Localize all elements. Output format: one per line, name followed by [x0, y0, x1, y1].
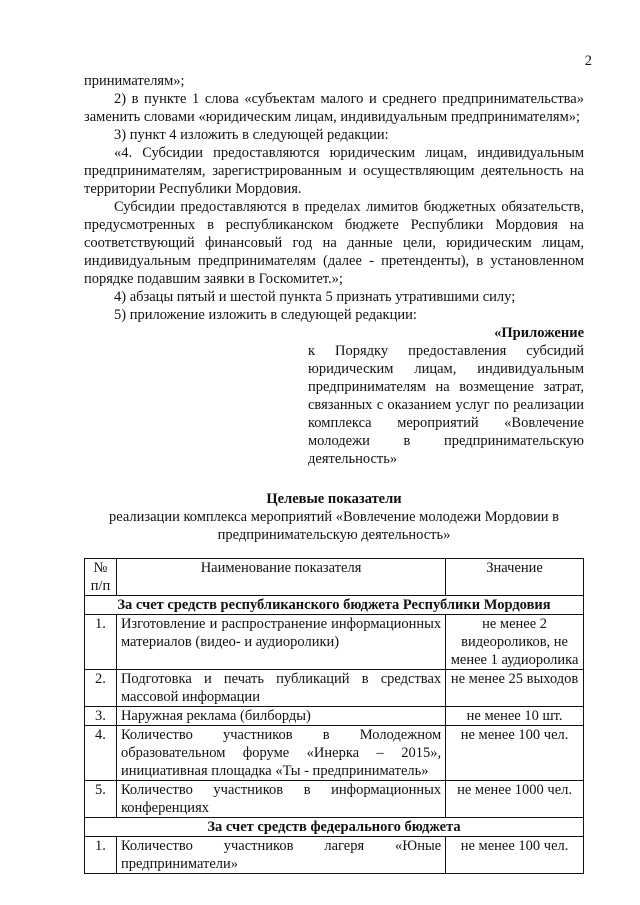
col-header-value: Значение [446, 559, 584, 596]
table-subheading: реализации комплекса мероприятий «Вовлечение молодежи Мордовии в предпринимательскую деятельность» [108, 509, 560, 543]
appendix-title: «Приложение [494, 325, 584, 341]
cell-num: 1. [85, 837, 117, 874]
paragraph: принимателям»; [84, 73, 185, 89]
table-row [85, 726, 584, 781]
table-section-row [85, 596, 584, 615]
cell-num: 5. [85, 781, 117, 818]
col-header-num: № п/п [85, 559, 117, 596]
appendix-text: к Порядку предоставления субсидий юридическим лицам, индивидуальным предпринимателям на возмещение затрат, связанных с оказанием услуг по реализации комплекса мероприятий «Вовлечение молодежи в предпринимательскую деятельность» [308, 343, 584, 467]
cell-name: Наружная реклама (билборды) [116, 707, 445, 726]
cell-value: не менее 100 чел. [446, 726, 584, 781]
appendix-block [308, 324, 584, 468]
table-row [85, 707, 584, 726]
table-row [85, 615, 584, 670]
table-row [85, 781, 584, 818]
paragraph: 2) в пункте 1 слова «субъектам малого и среднего предпринимательства» заменить словами «юридическим лицам, индивидуальным предпринимателям»; [84, 91, 584, 125]
indicators-table [84, 558, 584, 874]
cell-value: не менее 2 видеороликов, не менее 1 аудиоролика [446, 615, 584, 670]
paragraph: 3) пункт 4 изложить в следующей редакции: [114, 127, 389, 143]
cell-name: Количество участников лагеря «Юные предприниматели» [116, 837, 445, 874]
table-row [85, 837, 584, 874]
paragraphs [84, 72, 584, 324]
table-header-row [85, 559, 584, 596]
cell-value: не менее 1000 чел. [446, 781, 584, 818]
cell-num: 2. [85, 670, 117, 707]
table-heading: Целевые показатели [266, 491, 402, 507]
cell-value: не менее 100 чел. [446, 837, 584, 874]
page-number: 2 [584, 53, 592, 69]
cell-name: Количество участников в Молодежном образовательном форуме «Инерка – 2015», инициативная площадка «Ты - предприниматель» [116, 726, 445, 781]
paragraph: Субсидии предоставляются в пределах лимитов бюджетных обязательств, предусмотренных в республиканском бюджете Республики Мордовия на соответствующий финансовый год на данные цели, юридическим лицам, индивидуальным предпринимателям (далее - претенденты), в установленном порядке подавшим заявки в Госкомитет.»; [84, 199, 584, 287]
cell-num: 1. [85, 615, 117, 670]
section-title: За счет средств федерального бюджета [85, 818, 584, 837]
section-title: За счет средств республиканского бюджета Республики Мордовия [85, 596, 584, 615]
col-header-name: Наименование показателя [116, 559, 445, 596]
table-row [85, 670, 584, 707]
paragraph: «4. Субсидии предоставляются юридическим лицам, индивидуальным предпринимателям, зарегистрированным и осуществляющим деятельность на территории Республики Мордовия. [84, 145, 584, 197]
table-section-row [85, 818, 584, 837]
cell-value: не менее 25 выходов [446, 670, 584, 707]
cell-name: Изготовление и распространение информационных материалов (видео- и аудиоролики) [116, 615, 445, 670]
cell-name: Количество участников в информационных конференциях [116, 781, 445, 818]
cell-name: Подготовка и печать публикаций в средствах массовой информации [116, 670, 445, 707]
cell-num: 3. [85, 707, 117, 726]
table-body [85, 596, 584, 874]
paragraph: 5) приложение изложить в следующей редакции: [114, 307, 417, 323]
document-body [84, 72, 584, 874]
cell-num: 4. [85, 726, 117, 781]
paragraph: 4) абзацы пятый и шестой пункта 5 признать утратившими силу; [114, 289, 516, 305]
cell-value: не менее 10 шт. [446, 707, 584, 726]
